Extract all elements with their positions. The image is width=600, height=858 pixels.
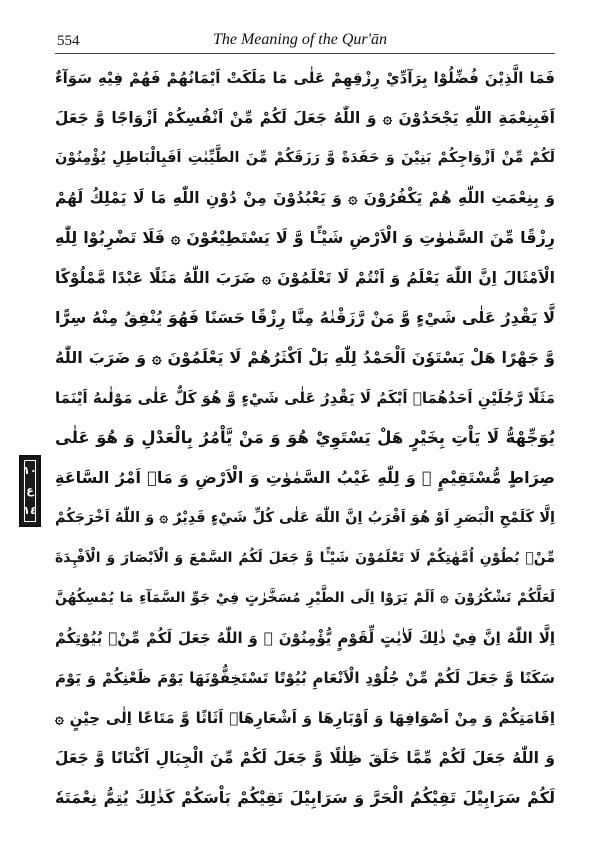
ruku-marker-bottom: ١٤ <box>23 504 37 517</box>
ruku-marker-frame <box>24 460 36 522</box>
text-line: رِزْقًا مِّنَ السَّمٰوٰتِ وَ الْاَرْضِ شَيْـًٔا وَّ لَا يَسْتَطِيْعُوْنَ ۞ فَلَا تَضْرِبُوْا لِلّٰهِ <box>55 228 555 247</box>
text-line: لَّا يَقْدِرُ عَلٰى شَيْءٍ وَّ مَنْ رَّزَقْنٰهُ مِنَّا رِزْقًا حَسَنًا فَهُوَ يُنْفِقُ مِنْهُ سِرًّا <box>55 308 555 327</box>
text-line: سَكَنًا وَّ جَعَلَ لَكُمْ مِّنْ جُلُوْدِ الْاَنْعَامِ بُيُوْتًا تَسْتَخِفُّوْنَهَا يَوْمَ ظَعْنِكُمْ وَ يَوْمَ <box>55 669 555 687</box>
text-line: وَّ جَهْرًا هَلْ يَسْتَوٗنَ اَلْحَمْدُ لِلّٰهِ بَلْ اَكْثَرُهُمْ لَا يَعْلَمُوْنَ ۞ وَ ضَرَبَ اللّٰهُ <box>55 348 555 367</box>
text-line: يُوَجِّهْهُّ لَا يَاْتِ بِخَيْرٍ هَلْ يَسْتَوِيْ هُوَ وَ مَنْ يَّاْمُرُ بِالْعَدْلِ وَ هُوَ عَلٰى <box>55 428 555 447</box>
arabic-text-block <box>55 58 555 818</box>
text-line: الْاَمْثَالَ اِنَّ اللّٰهَ يَعْلَمُ وَ اَنْتُمْ لَا تَعْلَمُوْنَ ۞ ضَرَبَ اللّٰهُ مَثَلًا عَبْدًا مَّمْلُوْكًا <box>55 269 555 287</box>
running-title: The Meaning of the Qur'ān <box>212 31 388 48</box>
text-line: اَفَبِنِعْمَةِ اللّٰهِ يَجْحَدُوْنَ ۞ وَ اللّٰهُ جَعَلَ لَكُمْ مِّنْ اَنْفُسِكُمْ اَزْوَاجًا وَّ جَعَلَ <box>55 109 555 127</box>
text-line: اِلَّا كَلَمْحِ الْبَصَرِ اَوْ هُوَ اَقْرَبُ اِنَّ اللّٰهَ عَلٰى كُلِّ شَيْءٍ قَدِيْرٌ ۞ وَ اللّٰهُ اَخْرَجَكُمْ <box>55 510 555 526</box>
ruku-marker-top: ١٠ <box>23 464 37 477</box>
text-line: وَ بِنِعْمَتِ اللّٰهِ هُمْ يَكْفُرُوْنَ ۞ وَ يَعْبُدُوْنَ مِنْ دُوْنِ اللّٰهِ مَا لَا يَمْلِكُ لَهُمْ <box>55 189 555 207</box>
text-line: مِّنْۢ بُطُوْنِ اُمَّهٰتِكُمْ لَا تَعْلَمُوْنَ شَيْـًٔا وَّ جَعَلَ لَكُمُ السَّمْعَ وَ الْاَبْصَارَ وَ الْاَفْـِٕدَةَ <box>55 550 555 566</box>
text-line: وَ اللّٰهُ جَعَلَ لَكُمْ مِّمَّا خَلَقَ ظِلٰلًا وَّ جَعَلَ لَكُمْ مِّنَ الْجِبَالِ اَكْنَانًا وَّ جَعَلَ <box>55 749 555 767</box>
text-line: اِقَامَتِكُمْ وَ مِنْ اَصْوَافِهَا وَ اَوْبَارِهَا وَ اَشْعَارِهَاۤ اَثَاثًا وَّ مَتَاعًا اِلٰى حِيْنٍ ۞ <box>55 709 555 727</box>
text-line: فَمَا الَّذِيْنَ فُضِّلُوْا بِرَآدِّيْ رِزْقِهِمْ عَلٰى مَا مَلَكَتْ اَيْمَانُهُمْ فَهُمْ فِيْهِ سَوَآءٌ <box>55 69 555 87</box>
page-number: 554 <box>57 33 80 49</box>
ruku-marker <box>19 455 41 527</box>
text-line: مَثَلًا رَّجُلَيْنِ اَحَدُهُمَاۤ اَبْكَمُ لَا يَقْدِرُ عَلٰى شَيْءٍ وَّ هُوَ كَلٌّ عَلٰى مَوْلٰىهُ اَيْنَمَا <box>55 389 555 407</box>
text-line: لَكُمْ سَرَابِيْلَ تَقِيْكُمُ الْحَرَّ وَ سَرَابِيْلَ تَقِيْكُمْ بَاْسَكُمْ كَذٰلِكَ يُتِمُّ نِعْمَتَهٗ <box>55 788 555 807</box>
text-line: لَعَلَّكُمْ تَشْكُرُوْنَ ۞ اَلَمْ يَرَوْا اِلَى الطَّيْرِ مُسَخَّرٰتٍ فِيْ جَوِّ السَّمَآءِ مَا يُمْسِكُهُنَّ <box>55 590 555 606</box>
text-line: لَكُمْ مِّنْ اَزْوَاجِكُمْ بَنِيْنَ وَ حَفَدَةً وَّ رَزَقَكُمْ مِّنَ الطَّيِّبٰتِ اَفَبِالْبَاطِلِ يُؤْمِنُوْنَ <box>55 150 555 166</box>
ruku-marker-middle: ع <box>26 484 34 497</box>
header-rule <box>55 53 555 54</box>
text-line: اِلَّا اللّٰهُ اِنَّ فِيْ ذٰلِكَ لَاٰيٰتٍ لِّقَوْمٍ يُّؤْمِنُوْنَ ۞ وَ اللّٰهُ جَعَلَ لَكُمْ مِّنْۢ بُيُوْتِكُمْ <box>55 629 555 647</box>
text-line: صِرَاطٍ مُّسْتَقِيْمٍ ۞ وَ لِلّٰهِ غَيْبُ السَّمٰوٰتِ وَ الْاَرْضِ وَ مَاۤ اَمْرُ السَّاعَةِ <box>55 468 555 487</box>
